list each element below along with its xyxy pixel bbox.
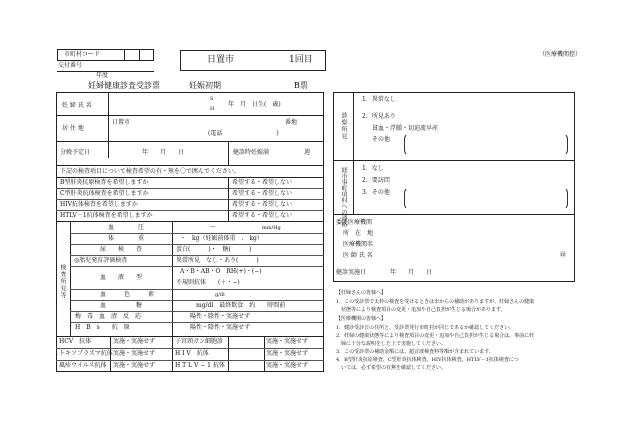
- hiv-antibody-value[interactable]: 実施・実施せず: [266, 350, 309, 357]
- provider-note-line: 3．この受診票の補助金額には、超音波検査料等額が含まれています。: [336, 349, 494, 355]
- consent-hiv-answer[interactable]: 希望する・希望しない: [232, 201, 293, 208]
- hiv-antibody-label: H I V 抗体: [175, 350, 209, 357]
- gestation-weeks-unit: 週: [304, 149, 311, 156]
- provider-note-line: 婦に十分な説明をした上で実施してください。: [336, 341, 447, 347]
- blood-pressure-value: 〜: [210, 224, 217, 231]
- diagnosis-option-findings[interactable]: 2．所見あり: [362, 113, 396, 120]
- diagnosis-option-normal[interactable]: 1．異常なし: [362, 96, 396, 103]
- clinical-label-divider: [353, 92, 354, 214]
- row-line: [56, 177, 324, 178]
- consent-divider: [228, 177, 229, 222]
- contact-option-none[interactable]: 1．なし: [362, 165, 384, 172]
- doctor-name-label: 医 師 氏 名: [343, 252, 373, 259]
- era-s: S: [210, 96, 214, 102]
- diagnosis-other-label: その他: [372, 136, 391, 143]
- blood-type-label: 血 液 型: [100, 274, 143, 281]
- consent-hcv-question: C型肝炎抗体検査を希望しますか: [60, 190, 149, 197]
- provider-note-line: 1．健診受診日の住所と、受診票発行市町村が同じであるか確認してください。: [336, 325, 515, 331]
- provider-notes-heading: 【医療機関の皆様へ】: [336, 316, 387, 322]
- row-line: [56, 360, 324, 361]
- row-line: [56, 165, 324, 166]
- toxoplasma-antibody-value[interactable]: 実施・実施せず: [113, 350, 156, 357]
- exam-section-label: 検査所見等: [59, 264, 66, 299]
- patient-notes-heading: 【妊婦さんの皆様へ】: [336, 290, 387, 296]
- urinalysis-value: 蛋白( )・ 糖( ): [176, 246, 252, 253]
- patient-name-divider: [108, 92, 109, 158]
- blood-type-value: A・B・AB・O RH(+)・(−): [180, 268, 262, 275]
- row-line: [56, 221, 324, 222]
- banchi-label: 番地: [285, 119, 298, 126]
- row-line: [70, 289, 324, 290]
- rubella-antibody-value[interactable]: 実施・実施せず: [113, 362, 156, 369]
- row-line: [333, 214, 575, 215]
- form-title: 妊婦健康診査受診票: [88, 81, 160, 90]
- consent-hbs-answer[interactable]: 希望する・希望しない: [232, 179, 293, 186]
- row-line: [56, 210, 324, 211]
- visit-count: 1回目: [289, 55, 313, 65]
- row-line: [56, 115, 324, 116]
- consent-hiv-question: HIV抗体検査を希望しますか: [60, 201, 138, 208]
- syphilis-label: 梅 毒 血 清 反 応: [75, 313, 142, 320]
- htlv-antibody-value[interactable]: 実施・実施せず: [266, 362, 309, 369]
- cervical-cytology-value[interactable]: 実施・実施せず: [266, 338, 309, 345]
- consent-hcv-answer[interactable]: 希望する・希望しない: [232, 190, 293, 197]
- address-value: 日置市: [112, 119, 131, 126]
- blood-pressure-unit: mm/Hg: [262, 225, 281, 231]
- contact-option-other[interactable]: 3．その他: [362, 189, 390, 196]
- due-date-label: 分娩予定日: [60, 149, 91, 156]
- consent-htlv-answer[interactable]: 希望する・希望しない: [232, 212, 293, 219]
- hbs-antigen-value[interactable]: 陽性・陰性・実施せず: [190, 324, 251, 331]
- diagnosis-other-field[interactable]: [404, 133, 568, 156]
- htlv-antibody-label: H T L V − 1 抗体: [175, 362, 225, 369]
- form-type: B票: [294, 81, 308, 90]
- weight-label: 体 重: [108, 235, 145, 242]
- form-subtitle: 妊娠初期: [189, 81, 221, 90]
- row-line: [70, 266, 324, 267]
- row-line: [333, 160, 575, 161]
- patient-name-label: 妊 婦 氏 名: [62, 102, 92, 109]
- doctor-seal-mark: ㊞: [560, 252, 567, 259]
- irregular-antibody-value: 不規則抗体 (＋・−): [176, 279, 240, 286]
- exam-section-divider: [70, 221, 71, 336]
- consent-hbs-question: B型肝炎抗原検査を希望しますか: [60, 179, 149, 186]
- diagnosis-label: 診察所見: [340, 112, 347, 140]
- fetal-growth-label: ◎胎児発育評価検査: [74, 257, 128, 264]
- hcv-antibody-label: HCV 抗体: [59, 338, 92, 345]
- due-date-value: 年 月 日: [142, 149, 185, 156]
- blood-pressure-label: 血 圧: [108, 224, 145, 231]
- hcv-antibody-value[interactable]: 実施・実施せず: [113, 338, 156, 345]
- weight-value: ・ kg（妊娠前体重 . kg）: [180, 235, 263, 242]
- patient-note-line: 状態等により検査項目の変更・追加や自己負担が生じる場合があります。: [336, 307, 506, 313]
- municipality-code-divider-2: [139, 49, 140, 61]
- provider-note-line: 2．妊婦の健康状態等により検査項目の変更・追加や自己負担が生じる場合は、事前に妊: [336, 333, 535, 339]
- birth-date-label: 年 月 日生( 歳): [228, 101, 281, 108]
- row-line: [70, 322, 324, 323]
- fiscal-year-label: 年度: [96, 72, 109, 79]
- gestation-weeks-label: 健診時妊娠満: [233, 149, 270, 156]
- row-line: [56, 348, 324, 349]
- phone-label: (電話 ): [208, 130, 279, 137]
- exam-date-label: 健診実施日 年 月 日: [336, 269, 433, 276]
- institution-address-label: 所 在 地: [343, 230, 374, 237]
- provider-note-line: 4．B型肝炎抗原検査、C型肝炎抗体検査、HIV抗体検査、HTLV－1抗体検査につ: [336, 357, 519, 363]
- grid-divider: [228, 336, 229, 372]
- syphilis-value[interactable]: 陽性・陰性・実施せず: [190, 313, 251, 320]
- consent-htlv-question: HTLV－1抗体検査を希望しますか: [60, 212, 153, 219]
- municipality-code-label: 市町村コード: [64, 51, 101, 58]
- row-line: [56, 188, 324, 189]
- institution-name-label: 医療機関名: [343, 241, 374, 248]
- era-h: H: [210, 106, 215, 112]
- row-line: [56, 199, 324, 200]
- blood-glucose-label: 血 糖: [100, 302, 143, 309]
- municipality-code-divider: [124, 49, 125, 61]
- row-line: [56, 336, 324, 337]
- contact-other-field[interactable]: [404, 187, 568, 210]
- municipality-contact-label: 経市事町項村への連絡: [340, 167, 347, 227]
- consent-instruction: 下記の検査項目について検査希望の有・無を〇で囲んでください。: [60, 168, 240, 175]
- hemoglobin-unit: g/dl: [215, 292, 225, 298]
- grid-divider: [264, 336, 265, 372]
- row-line: [70, 233, 324, 234]
- row-line: [70, 300, 324, 301]
- grid-divider: [172, 336, 173, 372]
- hbs-antigen-label: H B s 抗 原: [75, 324, 130, 331]
- due-date-divider: [228, 141, 229, 165]
- row-line: [70, 255, 324, 256]
- toxoplasma-antibody-label: トキソプラズマ抗体: [59, 350, 113, 357]
- row-line: [70, 311, 324, 312]
- rubella-antibody-label: 風疹ウイルス抗体: [59, 362, 107, 369]
- patient-note-line: 1．この受診票で太枠の検査を受けるときは市からの補助がありますが、妊婦さんの健康: [336, 299, 535, 305]
- row-line: [56, 141, 324, 142]
- provider-copy-label: （医療機関控）: [539, 51, 582, 58]
- exam-value-divider: [172, 221, 173, 336]
- row-line: [70, 244, 324, 245]
- institution-heading: 委託医療機関: [336, 219, 373, 226]
- hemoglobin-label: 血 色 素: [100, 291, 155, 298]
- urinalysis-label: 尿 検 査: [100, 246, 143, 253]
- cervical-cytology-label: 子宮頸ガン細胞診: [175, 338, 224, 345]
- fetal-growth-value: 異常所見 なし・あり( ): [176, 257, 259, 264]
- contact-option-visit[interactable]: 2．要訪問: [362, 177, 390, 184]
- city-name: 日置市: [207, 55, 235, 65]
- address-label: 居 住 地: [62, 125, 84, 132]
- blood-glucose-value: mg/dl 最終飲食 約 時間前: [196, 302, 286, 309]
- diagnosis-findings-detail: 貧血・浮腫・切迫流早産: [372, 125, 439, 132]
- provider-note-line: いては、必ず希望の有無を確認してください。: [336, 365, 447, 371]
- issue-number-label: 交付番号: [58, 62, 83, 69]
